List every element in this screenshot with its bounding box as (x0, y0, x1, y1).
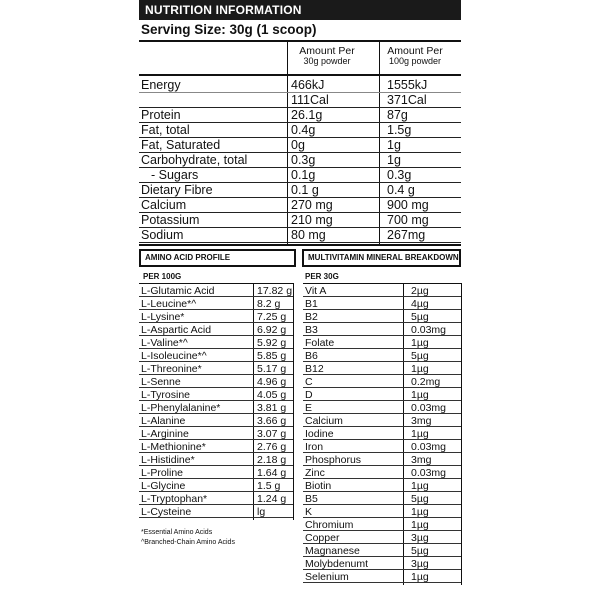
amino-acid-label: L-Alanine (141, 415, 186, 427)
nutrient-value-per-100g: 371Cal (387, 93, 427, 107)
multivitamin-value: 0.03mg (411, 402, 447, 414)
amino-acid-label: L-Glutamic Acid (141, 285, 215, 297)
multivitamin-row (303, 532, 461, 544)
amino-acid-row (139, 298, 293, 310)
panel-title: NUTRITION INFORMATION (139, 0, 461, 20)
multivitamin-value: 0.03mg (411, 441, 447, 453)
multivitamin-subheading: PER 30G (305, 272, 339, 281)
amino-acid-value: lg (257, 506, 266, 518)
amino-acid-value: 17.82 g (257, 285, 293, 297)
amino-acid-value: 3.66 g (257, 415, 287, 427)
multivitamin-label: B5 (305, 493, 318, 505)
multivitamin-label: Iron (305, 441, 324, 453)
amino-acid-row (139, 350, 293, 362)
multivitamin-label: C (305, 376, 313, 388)
multivitamin-label: Calcium (305, 415, 343, 427)
multivitamin-value: 1µg (411, 389, 429, 401)
nutrient-row (139, 138, 461, 153)
multivitamin-label: B1 (305, 298, 318, 310)
amino-acid-label: L-Cysteine (141, 506, 192, 518)
multivitamin-row (303, 506, 461, 518)
multivitamin-value: 5µg (411, 350, 429, 362)
nutrient-label: Fat, Saturated (141, 138, 221, 152)
multivitamin-label: K (305, 506, 313, 518)
nutrient-label: Dietary Fibre (141, 183, 213, 197)
multivitamin-row (303, 376, 461, 388)
nutrient-value-per-100g: 0.3g (387, 168, 412, 182)
amino-acid-row (139, 285, 293, 297)
multivitamin-row (303, 480, 461, 492)
divider (303, 283, 461, 284)
multivitamin-label: Molybdenumt (305, 558, 369, 570)
nutrient-value-per-100g: 900 mg (387, 198, 429, 212)
multivitamin-value: 1µg (411, 428, 429, 440)
nutrient-value-per-serving: 26.1g (291, 108, 323, 122)
amino-acid-label: L-Methionine* (141, 441, 206, 453)
amino-acid-row (139, 324, 293, 336)
nutrient-value-per-100g: 267mg (387, 228, 426, 242)
amino-acid-heading: AMINO ACID PROFILE (139, 249, 296, 267)
amino-acid-label: L-Arginine (141, 428, 189, 440)
multivitamin-row (303, 467, 461, 479)
multivitamin-value: 3µg (411, 532, 429, 544)
amino-acid-label: L-Glycine (141, 480, 186, 492)
multivitamin-value: 1µg (411, 337, 429, 349)
nutrient-row (139, 198, 461, 213)
multivitamin-value: 1µg (411, 519, 429, 531)
multivitamin-heading: MULTIVITAMIN MINERAL BREAKDOWN (302, 249, 461, 267)
amino-acid-row (139, 480, 293, 492)
nutrient-value-per-100g: 1.5g (387, 123, 412, 137)
divider (139, 283, 293, 284)
amino-acid-value: 3.81 g (257, 402, 287, 414)
amino-acid-value: 1.5 g (257, 480, 281, 492)
multivitamin-row (303, 454, 461, 466)
multivitamin-row (303, 415, 461, 427)
multivitamin-value: 0.2mg (411, 376, 441, 388)
amino-acid-row (139, 402, 293, 414)
multivitamin-label: D (305, 389, 313, 401)
amino-acid-value: 5.92 g (257, 337, 287, 349)
nutrient-label: Carbohydrate, total (141, 153, 248, 167)
multivitamin-value: 5µg (411, 545, 429, 557)
amino-acid-value: 2.76 g (257, 441, 287, 453)
nutrient-value-per-100g: 1g (387, 138, 401, 152)
nutrient-row (139, 228, 461, 243)
amino-acid-row (139, 493, 293, 505)
nutrient-value-per-serving: 0g (291, 138, 305, 152)
nutrient-label: Calcium (141, 198, 187, 212)
footnote-bcaa: ^Branched-Chain Amino Acids (141, 539, 235, 546)
multivitamin-label: Chromium (305, 519, 354, 531)
nutrient-value-per-serving: 111Cal (291, 93, 329, 107)
amino-acid-label: L-Threonine* (141, 363, 202, 375)
nutrient-row (139, 123, 461, 138)
amino-acid-row (139, 506, 293, 518)
amino-acid-row (139, 389, 293, 401)
multivitamin-label: Iodine (305, 428, 334, 440)
multivitamin-value: 5µg (411, 311, 429, 323)
multivitamin-label: B2 (305, 311, 318, 323)
amino-acid-label: L-Leucine*^ (141, 298, 197, 310)
multivitamin-row (303, 441, 461, 453)
divider (139, 244, 461, 246)
multivitamin-value: 0.03mg (411, 467, 447, 479)
multivitamin-value: 1µg (411, 571, 429, 583)
column-header-per-100g: Amount Per 100g powder (387, 45, 443, 66)
nutrient-value-per-serving: 80 mg (291, 228, 326, 242)
multivitamin-label: B12 (305, 363, 324, 375)
multivitamin-value: 3µg (411, 558, 429, 570)
multivitamin-value: 2µg (411, 285, 429, 297)
amino-acid-value: 1.24 g (257, 493, 287, 505)
amino-acid-value: 1.64 g (257, 467, 287, 479)
nutrient-value-per-serving: 210 mg (291, 213, 333, 227)
multivitamin-value: 1µg (411, 363, 429, 375)
multivitamin-label: B3 (305, 324, 318, 336)
nutrient-value-per-serving: 466kJ (291, 78, 325, 92)
multivitamin-row (303, 571, 461, 583)
divider (139, 40, 461, 42)
amino-acid-value: 5.17 g (257, 363, 287, 375)
column-divider (293, 283, 294, 520)
multivitamin-row (303, 285, 461, 297)
multivitamin-label: B6 (305, 350, 318, 362)
nutrient-row (139, 168, 461, 183)
multivitamin-row (303, 428, 461, 440)
nutrient-value-per-100g: 700 mg (387, 213, 429, 227)
nutrient-row (139, 213, 461, 228)
amino-acid-value: 5.85 g (257, 350, 287, 362)
amino-acid-row (139, 467, 293, 479)
multivitamin-label: Selenium (305, 571, 349, 583)
nutrient-label: Energy (141, 78, 181, 92)
amino-acid-row (139, 376, 293, 388)
multivitamin-label: Phosphorus (305, 454, 362, 466)
amino-acid-label: L-Tyrosine (141, 389, 191, 401)
amino-acid-row (139, 363, 293, 375)
multivitamin-label: Vit A (305, 285, 327, 297)
multivitamin-row (303, 545, 461, 557)
nutrient-value-per-serving: 0.1g (291, 168, 316, 182)
amino-acid-value: 7.25 g (257, 311, 287, 323)
nutrient-value-per-100g: 0.4 g (387, 183, 415, 197)
nutrient-row (139, 153, 461, 168)
amino-acid-label: L-Tryptophan* (141, 493, 208, 505)
nutrient-label: Fat, total (141, 123, 190, 137)
amino-acid-row (139, 454, 293, 466)
nutrition-panel (139, 0, 461, 600)
nutrient-label: Potassium (141, 213, 200, 227)
nutrient-row (139, 108, 461, 123)
multivitamin-row (303, 337, 461, 349)
multivitamin-row (303, 311, 461, 323)
amino-acid-label: L-Phenylalanine* (141, 402, 221, 414)
multivitamin-value: 5µg (411, 493, 429, 505)
amino-acid-label: L-Senne (141, 376, 181, 388)
nutrient-label: Sodium (141, 228, 184, 242)
multivitamin-row (303, 298, 461, 310)
nutrient-value-per-serving: 0.1 g (291, 183, 319, 197)
multivitamin-row (303, 363, 461, 375)
amino-acid-value: 8.2 g (257, 298, 281, 310)
amino-acid-row (139, 337, 293, 349)
amino-acid-row (139, 441, 293, 453)
column-header-per-serving: Amount Per 30g powder (299, 45, 355, 66)
multivitamin-row (303, 493, 461, 505)
nutrient-row (139, 93, 461, 108)
amino-acid-label: L-Isoleucine*^ (141, 350, 207, 362)
amino-acid-row (139, 428, 293, 440)
amino-acid-label: L-Proline (141, 467, 184, 479)
multivitamin-row (303, 350, 461, 362)
multivitamin-row (303, 324, 461, 336)
multivitamin-label: Biotin (305, 480, 332, 492)
amino-acid-row (139, 415, 293, 427)
nutrient-label: - Sugars (151, 168, 199, 182)
nutrient-value-per-100g: 1g (387, 153, 401, 167)
multivitamin-value: 4µg (411, 298, 429, 310)
amino-acid-row (139, 311, 293, 323)
multivitamin-label: E (305, 402, 313, 414)
serving-size: Serving Size: 30g (1 scoop) (141, 22, 317, 37)
multivitamin-value: 0.03mg (411, 324, 447, 336)
amino-acid-label: L-Histidine* (141, 454, 195, 466)
nutrient-label: Protein (141, 108, 181, 122)
amino-acid-label: L-Aspartic Acid (141, 324, 212, 336)
multivitamin-value: 3mg (411, 415, 432, 427)
multivitamin-row (303, 558, 461, 570)
multivitamin-value: 3mg (411, 454, 432, 466)
amino-acid-value: 2.18 g (257, 454, 287, 466)
divider (139, 74, 461, 76)
multivitamin-label: Magnanese (305, 545, 360, 557)
nutrient-value-per-100g: 87g (387, 108, 408, 122)
amino-acid-value: 4.05 g (257, 389, 287, 401)
nutrient-value-per-serving: 270 mg (291, 198, 333, 212)
multivitamin-row (303, 402, 461, 414)
column-divider (461, 283, 462, 585)
amino-acid-value: 3.07 g (257, 428, 287, 440)
nutrient-value-per-serving: 0.3g (291, 153, 316, 167)
amino-acid-label: L-Lysine* (141, 311, 185, 323)
nutrient-row (139, 183, 461, 198)
multivitamin-label: Zinc (305, 467, 325, 479)
multivitamin-row (303, 519, 461, 531)
amino-acid-value: 6.92 g (257, 324, 287, 336)
multivitamin-value: 1µg (411, 480, 429, 492)
amino-acid-label: L-Valine*^ (141, 337, 188, 349)
footnote-essential: *Essential Amino Acids (141, 529, 213, 536)
multivitamin-label: Folate (305, 337, 335, 349)
nutrient-row (139, 78, 461, 93)
nutrient-value-per-serving: 0.4g (291, 123, 316, 137)
multivitamin-label: Copper (305, 532, 340, 544)
multivitamin-row (303, 389, 461, 401)
multivitamin-value: 1µg (411, 506, 429, 518)
amino-acid-value: 4.96 g (257, 376, 287, 388)
nutrient-value-per-100g: 1555kJ (387, 78, 428, 92)
amino-acid-subheading: PER 100G (143, 272, 182, 281)
